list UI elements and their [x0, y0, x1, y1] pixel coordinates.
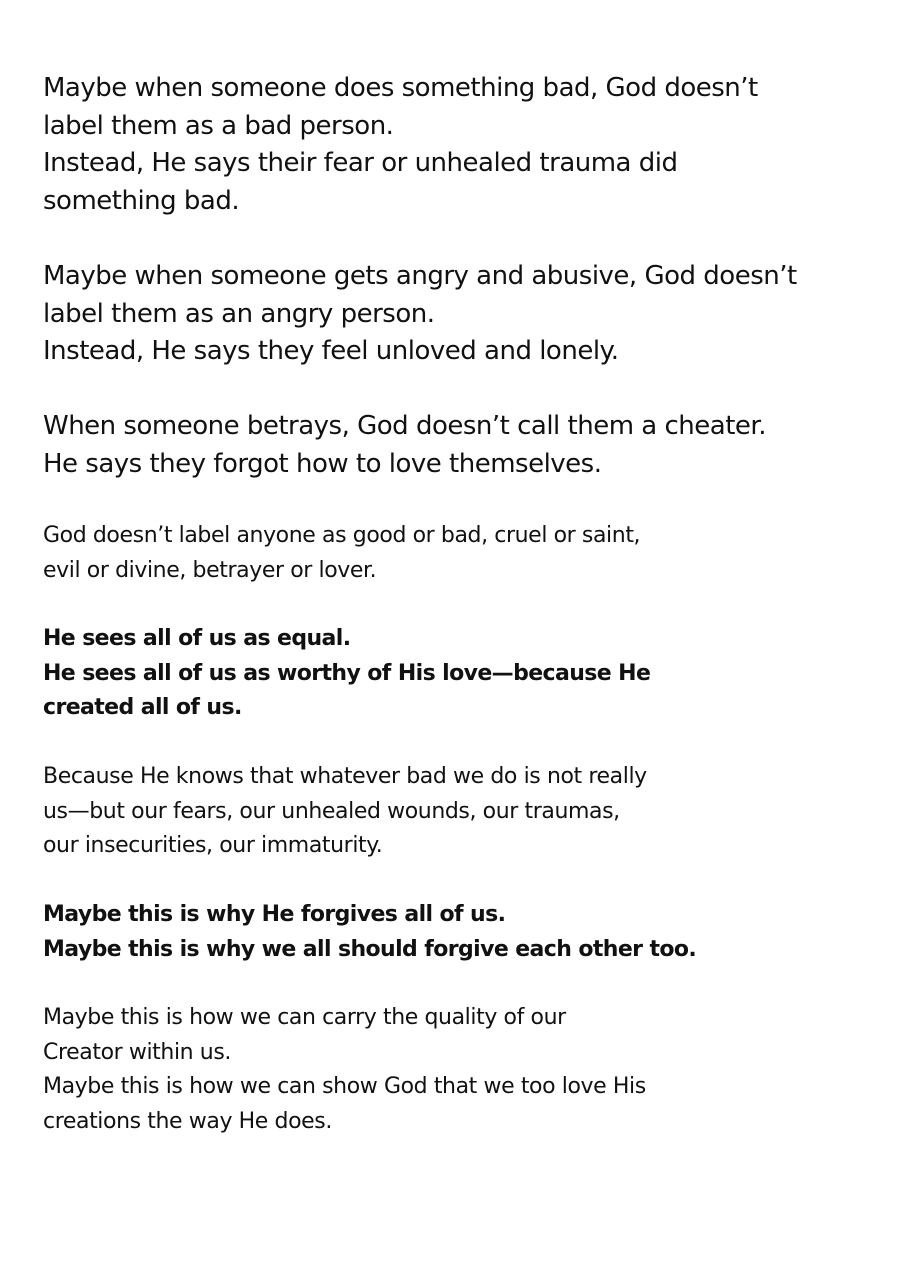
text-line: He says they forgot how to love themselves. — [43, 448, 602, 479]
text-line: Maybe this is why we all should forgive each other too. — [43, 936, 697, 962]
text-line: created all of us. — [43, 695, 242, 720]
paragraph-forgive-bold — [43, 898, 696, 967]
text-line: us—but our fears, our unhealed wounds, our traumas, — [43, 798, 620, 824]
paragraph-labels — [43, 519, 640, 588]
text-line: Instead, He says their fear or unhealed trauma did — [43, 148, 678, 178]
text-line: Maybe this is why He forgives all of us. — [43, 902, 506, 927]
text-line: He sees all of us as worthy of His love—because He — [43, 660, 651, 686]
text-line: Because He knows that whatever bad we do is not really — [43, 764, 647, 789]
paragraph-anger — [43, 258, 797, 371]
text-line: When someone betrays, God doesn’t call them a cheater. — [43, 411, 766, 441]
text-line: Instead, He says they feel unloved and lonely. — [43, 336, 619, 366]
text-line: our insecurities, our immaturity. — [43, 833, 383, 858]
text-line: Maybe when someone does something bad, God doesn’t — [43, 73, 758, 103]
text-line: creations the way He does. — [43, 1108, 332, 1134]
paragraph-equal-bold — [43, 622, 650, 726]
text-line: Maybe when someone gets angry and abusive, God doesn’t — [43, 261, 797, 291]
text-line: Maybe this is how we can carry the quality of our — [43, 1005, 566, 1030]
text-line: Creator within us. — [43, 1039, 231, 1065]
text-line: He sees all of us as equal. — [43, 626, 351, 651]
text-line: God doesn’t label anyone as good or bad, cruel or saint, — [43, 523, 641, 548]
text-line: label them as a bad person. — [43, 110, 394, 141]
paragraph-betrayal — [43, 408, 766, 483]
text-line: label them as an angry person. — [43, 298, 435, 329]
paragraph-fears — [43, 760, 647, 864]
text-line: something bad. — [43, 185, 240, 216]
text-line: Maybe this is how we can show God that we too love His — [43, 1074, 646, 1099]
text-line: evil or divine, betrayer or lover. — [43, 557, 377, 583]
paragraph-creator — [43, 1001, 646, 1139]
paragraph-bad-deeds — [43, 70, 758, 220]
